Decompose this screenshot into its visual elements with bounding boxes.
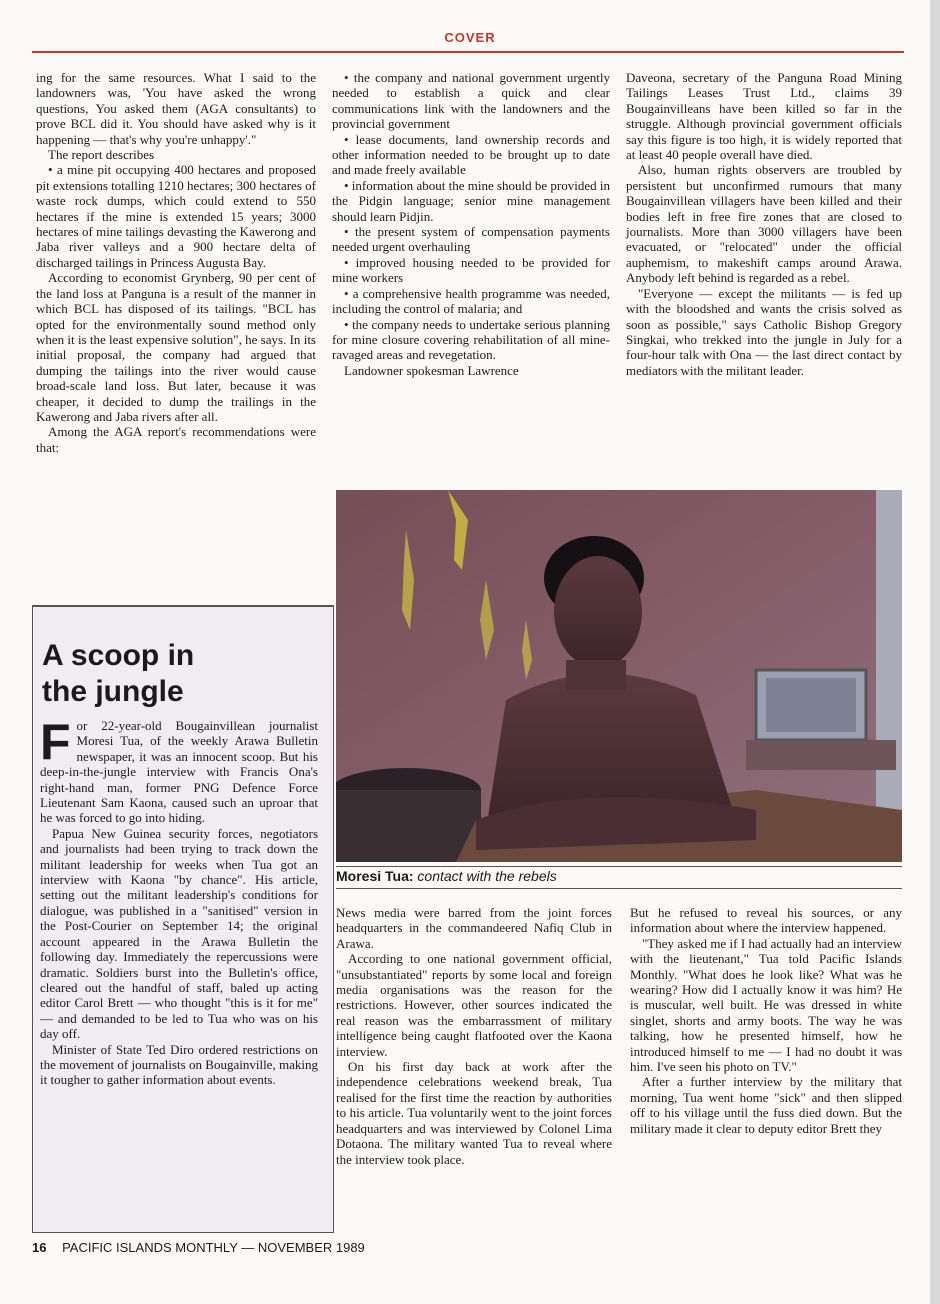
page-footer bbox=[32, 1240, 365, 1255]
sidebar-title-line: A scoop in bbox=[42, 639, 195, 672]
photo-image bbox=[336, 490, 902, 862]
paragraph: Papua New Guinea security forces, negotiators and journalists had been trying to track down the militant leadership for weeks when Tua got an interview with Kaona "by chance". His article, setting out the militant leadership's conditions for dialogue, was published in a "sanitised" version in the Post-Courier on September 14; the original account appeared in the Arawa Bulletin the following day. Immediately the repercussions were dramatic. Soldiers burst into the Bulletin's office, cleared out the handful of staff, baled up acting editor Carol Brett — who thought "this is it for me" — and demanded to be led to Tua who was on his day off. bbox=[40, 825, 318, 1042]
bullet-paragraph: • the company and national government urgently needed to establish a quick and clear communications link with the landowners and the provincial government bbox=[332, 70, 610, 132]
bullet-paragraph: • the company needs to undertake serious planning for mine closure covering rehabilitation of all mine-ravaged areas and revegetation. bbox=[332, 316, 610, 363]
publication-line: PACIFIC ISLANDS MONTHLY — NOVEMBER 1989 bbox=[62, 1240, 365, 1255]
paragraph: On his first day back at work after the independence celebrations weekend break, Tua realised for the first time the reaction by authorities to his article. Tua voluntarily went to the joint forces headquarters and was interviewed by Colonel Lima Dotaona. The military wanted Tua to reveal where the interview took place. bbox=[336, 1059, 612, 1167]
bullet-paragraph: • a comprehensive health programme was needed, including the control of malaria; and bbox=[332, 285, 610, 317]
paragraph: Daveona, secretary of the Panguna Road Mining Tailings Leases Trust Ltd., claims 39 Bougainvilleans have been killed so far in the struggle. Although provincial government officials say this figure is too high, it is widely reported that at least 40 people overall have died. bbox=[626, 70, 902, 163]
section-label: COVER bbox=[444, 30, 496, 45]
page-edge bbox=[930, 0, 940, 1304]
sidebar-column-2 bbox=[336, 905, 612, 1167]
caption-text: contact with the rebels bbox=[417, 868, 557, 884]
paragraph: But he refused to reveal his sources, or any information about where the interview happened. bbox=[630, 905, 902, 936]
paragraph: Also, human rights observers are troubled by persistent but unconfirmed rumours that many Bougainvillean villagers have been killed and their bodies left in free fire zones that are closed to journalists. More than 3000 villagers have been evacuated, or "relocated" under the official auphemism, to makeshift camps around Arawa. Anybody left behind is regarded as a rebel. bbox=[626, 162, 902, 286]
top-rule bbox=[32, 51, 904, 53]
caption-name: Moresi Tua: bbox=[336, 868, 414, 884]
paragraph: Minister of State Ted Diro ordered restrictions on the movement of journalists on Bougainville, making it tougher to gather information about events. bbox=[40, 1041, 318, 1088]
sidebar-body bbox=[40, 714, 318, 1088]
sidebar-title bbox=[42, 638, 194, 710]
article-column-3 bbox=[626, 70, 902, 378]
paragraph: Among the AGA report's recommendations were that: bbox=[36, 424, 316, 455]
paragraph: "They asked me if I had actually had an interview with the lieutenant," Tua told Pacific Islands Monthly. "What does he look like? What was he wearing? How did I actually know it was him? He is muscular, well built. He was dressed in white singlet, shorts and army boots. The way he was talking, how he presented himself, how he introduced himself to me — I had no doubt it was him. I've seen his photo on TV." bbox=[630, 935, 902, 1075]
drop-cap: F bbox=[40, 714, 71, 770]
paragraph: According to economist Grynberg, 90 per cent of the land loss at Panguna is a result of the manner in which BCL has disposed of its tailings. "BCL has opted for the environmentally sound method only when it is the least expensive solution", he says. In its initial proposal, the company had argued that dumping the tailings into the river would cause broad-scale land loss. But later, because it was cheaper, it decided to dump the trailings in the Kawerong and Jaba rivers after all. bbox=[36, 270, 316, 424]
bullet-paragraph: • information about the mine should be provided in the Pidgin language; senior mine management should learn Pidjin. bbox=[332, 177, 610, 224]
page-number: 16 bbox=[32, 1240, 47, 1255]
sidebar-lead bbox=[40, 714, 318, 826]
article-column-2 bbox=[332, 70, 610, 378]
bullet-paragraph: • improved housing needed to be provided for mine workers bbox=[332, 254, 610, 286]
sidebar-column-3 bbox=[630, 905, 902, 1136]
caption-rule bbox=[336, 866, 902, 867]
paragraph: News media were barred from the joint forces headquarters in the commandeered Nafiq Club in Arawa. bbox=[336, 905, 612, 951]
article-column-1 bbox=[36, 70, 316, 455]
caption-rule-bottom bbox=[336, 888, 902, 889]
paragraph: After a further interview by the military that morning, Tua went home "sick" and then slipped off to his village until the fuss died down. But the military made it clear to deputy editor Brett they bbox=[630, 1074, 902, 1136]
paragraph: According to one national government official, "unsubstantiated" reports by some local and foreign media organisations was the reason for the restrictions. However, other sources indicated the real reason was the embarrassment of military intelligence being caught flatfooted over the Kaona interview. bbox=[336, 951, 612, 1059]
paragraph: The report describes bbox=[48, 147, 155, 163]
photo-caption bbox=[336, 868, 557, 884]
sidebar-title-line: the jungle bbox=[42, 675, 184, 708]
paragraph: ing for the same resources. What I said to the landowners was, 'You have asked the wrong questions, You asked them (AGA consultants) to prove BCL did it. You should have asked why is it happening — that's why you're unhappy'." bbox=[36, 70, 316, 147]
paragraph: "Everyone — except the militants — is fed up with the bloodshed and wants the crisis solved as soon as possible," says Catholic Bishop Gregory Singkai, who trekked into the jungle in July for a four-hour talk with Ona — the last direct contact by mediators with the militant leader. bbox=[626, 285, 902, 378]
paragraph: Landowner spokesman Lawrence bbox=[344, 362, 519, 378]
sidebar-lead-text: or 22-year-old Bougainvillean journalist Moresi Tua, of the weekly Arawa Bulletin newspaper, it was an innocent scoop. But his deep-in-the-jungle interview with Francis Ona's right-hand man, former PNG Defence Force Lieutenant Sam Kaona, caused such an uproar that he was forced to go into hiding. bbox=[40, 718, 318, 826]
photo-moresi-tua bbox=[336, 490, 902, 862]
bullet-paragraph: • the present system of compensation payments needed urgent overhauling bbox=[332, 224, 610, 255]
bullet-paragraph: • lease documents, land ownership records and other information needed to be brought up to date and made freely available bbox=[332, 131, 610, 178]
bullet-paragraph: • a mine pit occupying 400 hectares and proposed pit extensions totalling 1210 hectares; 300 hectares of waste rock dumps, which could extend to 550 hectares if the mine is extended 15 years; 3000 hectares of mine tailings devasting the Kawerong and Jaba river valleys and a 900 hectare delta of discharged tailings in Princess Augusta Bay. bbox=[36, 162, 316, 270]
